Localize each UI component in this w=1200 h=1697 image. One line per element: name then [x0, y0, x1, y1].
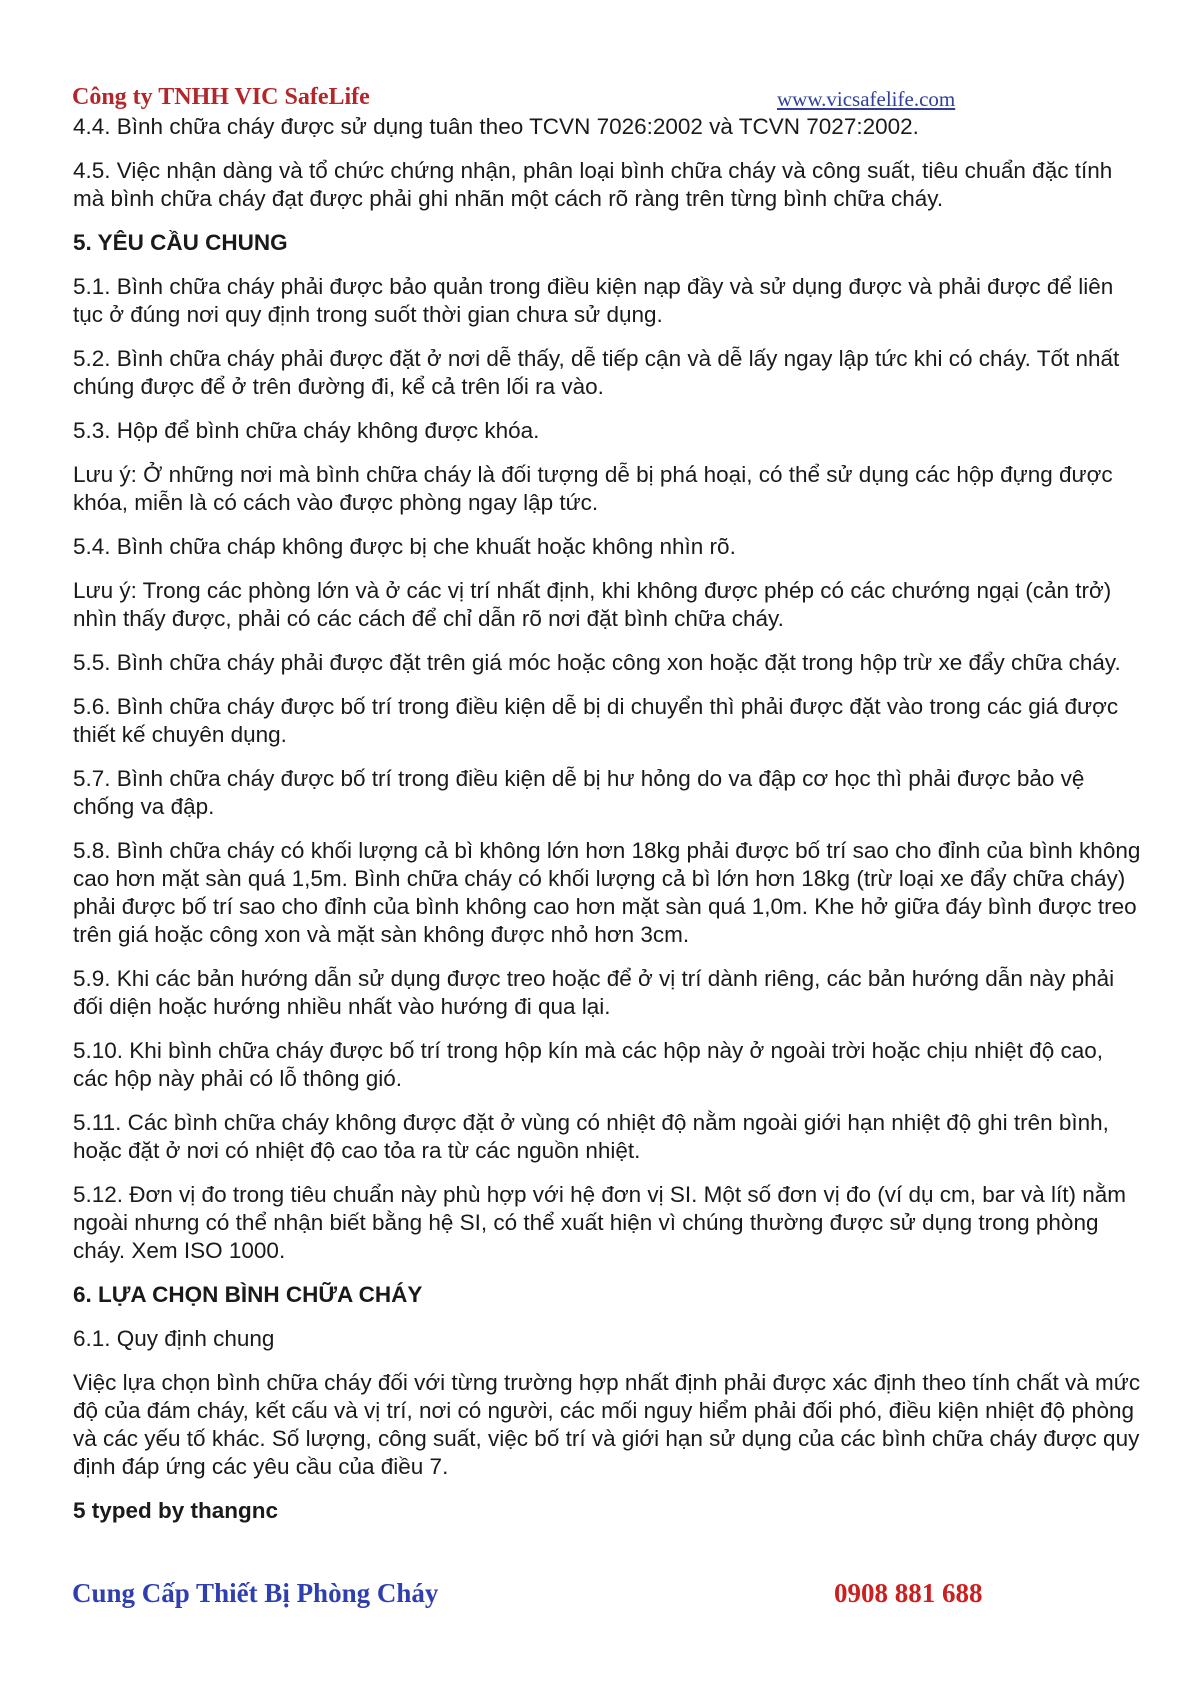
- page-footer: [72, 1578, 992, 1614]
- footer-tagline: Cung Cấp Thiết Bị Phòng Cháy: [72, 1578, 439, 1608]
- paragraph: 5.11. Các bình chữa cháy không được đặt ở vùng có nhiệt độ nằm ngoài giới hạn nhiệt độ ghi trên bình, hoặc đặt ở nơi có nhiệt độ cao tỏa ra từ các nguồn nhiệt.: [73, 1110, 1109, 1163]
- paragraph: 5.6. Bình chữa cháy được bố trí trong điều kiện dễ bị di chuyển thì phải được đặt vào trong các giá được thiết kế chuyên dụng.: [73, 694, 1119, 747]
- section-heading: 6. LỰA CHỌN BÌNH CHỮA CHÁY: [73, 1282, 423, 1307]
- paragraph: 5.7. Bình chữa cháy được bố trí trong điều kiện dễ bị hư hỏng do va đập cơ học thì phải được bảo vệ chống va đập.: [73, 766, 1085, 819]
- paragraph: 5.10. Khi bình chữa cháy được bố trí trong hộp kín mà các hộp này ở ngoài trời hoặc chịu nhiệt độ cao, các hộp này phải có lỗ thông gió.: [73, 1038, 1103, 1091]
- paragraph: 5.2. Bình chữa cháy phải được đặt ở nơi dễ thấy, dễ tiếp cận và dễ lấy ngay lập tức khi có cháy. Tốt nhất chúng được để ở trên đường đi, kể cả trên lối ra vào.: [73, 346, 1120, 399]
- paragraph: 5.8. Bình chữa cháy có khối lượng cả bì không lớn hơn 18kg phải được bố trí sao cho đỉnh của bình không cao hơn mặt sàn quá 1,5m. Bình chữa cháy có khối lượng cả bì lớn hơn 18kg (trừ loại xe đẩy chữa cháy) phải được bố trí sao cho đỉnh của bình không cao hơn mặt sàn quá 1,0m. Khe hở giữa đáy bình được treo trên giá hoặc công xon và mặt sàn không được nhỏ hơn 3cm.: [73, 838, 1141, 947]
- company-name: Công ty TNHH VIC SafeLife: [72, 84, 370, 110]
- paragraph: 4.4. Bình chữa cháy được sử dụng tuân theo TCVN 7026:2002 và TCVN 7027:2002.: [73, 114, 919, 139]
- document-body: [73, 113, 1143, 1541]
- footer-phone: 0908 881 688: [834, 1578, 983, 1608]
- typist-signature: 5 typed by thangnc: [73, 1498, 279, 1523]
- paragraph: 4.5. Việc nhận dàng và tổ chức chứng nhận, phân loại bình chữa cháy và công suất, tiêu chuẩn đặc tính mà bình chữa cháy đạt được phải ghi nhãn một cách rõ ràng trên từng bình chữa cháy.: [73, 158, 1113, 211]
- note-paragraph: Lưu ý: Trong các phòng lớn và ở các vị trí nhất định, khi không được phép có các chướng ngại (cản trở) nhìn thấy được, phải có các cách để chỉ dẫn rõ nơi đặt bình chữa cháy.: [73, 578, 1112, 631]
- section-heading: 5. YÊU CẦU CHUNG: [73, 230, 288, 255]
- note-paragraph: Lưu ý: Ở những nơi mà bình chữa cháy là đối tượng dễ bị phá hoại, có thể sử dụng các hộp đựng được khóa, miễn là có cách vào được phòng ngay lập tức.: [73, 462, 1113, 515]
- subsection-heading: 6.1. Quy định chung: [73, 1326, 275, 1351]
- paragraph: 5.12. Đơn vị đo trong tiêu chuẩn này phù hợp với hệ đơn vị SI. Một số đơn vị đo (ví dụ cm, bar và lít) nằm ngoài nhưng có thể nhận biết bằng hệ SI, có thể xuất hiện vì chúng thường được sử dụng trong phòng cháy. Xem ISO 1000.: [73, 1182, 1127, 1263]
- paragraph: 5.3. Hộp để bình chữa cháy không được khóa.: [73, 418, 540, 443]
- paragraph: Việc lựa chọn bình chữa cháy đối với từng trường hợp nhất định phải được xác định theo tính chất và mức độ của đám cháy, kết cấu và vị trí, nơi có người, các mối nguy hiểm phải đối phó, điều kiện nhiệt độ phòng và các yếu tố khác. Số lượng, công suất, việc bố trí và giới hạn sử dụng của các bình chữa cháy được quy định đáp ứng các yêu cầu của điều 7.: [73, 1370, 1141, 1479]
- paragraph: 5.4. Bình chữa cháp không được bị che khuất hoặc không nhìn rõ.: [73, 534, 736, 559]
- paragraph: 5.9. Khi các bản hướng dẫn sử dụng được treo hoặc để ở vị trí dành riêng, các bản hướng dẫn này phải đối diện hoặc hướng nhiều nhất vào hướng đi qua lại.: [73, 966, 1115, 1019]
- paragraph: 5.1. Bình chữa cháy phải được bảo quản trong điều kiện nạp đầy và sử dụng được và phải được để liên tục ở đúng nơi quy định trong suốt thời gian chưa sử dụng.: [73, 274, 1114, 327]
- paragraph: 5.5. Bình chữa cháy phải được đặt trên giá móc hoặc công xon hoặc đặt trong hộp trừ xe đẩy chữa cháy.: [73, 650, 1121, 675]
- website-link[interactable]: www.vicsafelife.com: [777, 87, 956, 111]
